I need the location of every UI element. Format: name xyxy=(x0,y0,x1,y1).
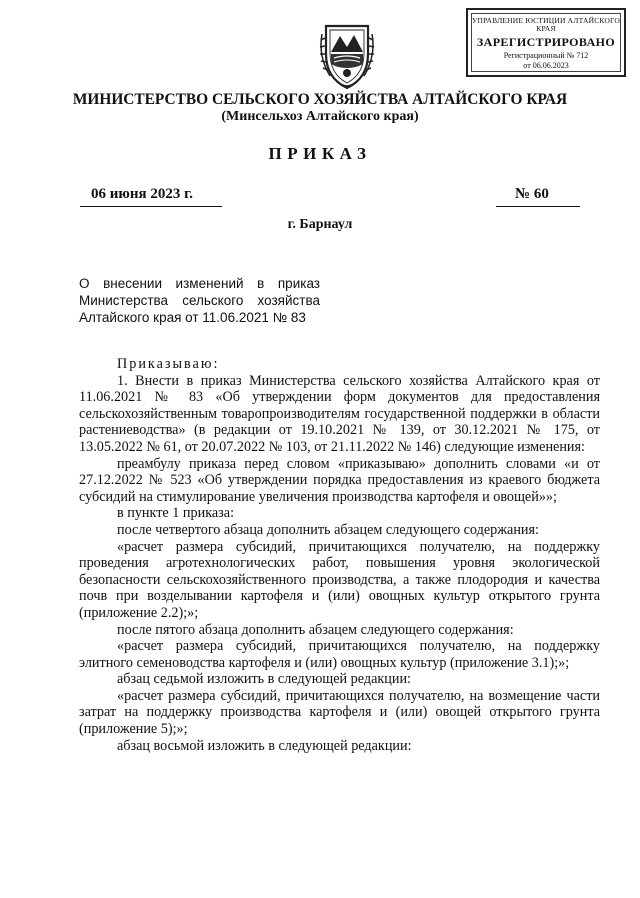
document-body xyxy=(79,356,600,754)
stamp-registration-number: Регистрационный № 712 xyxy=(503,51,589,60)
body-paragraph: в пункте 1 приказа: xyxy=(117,505,235,522)
body-paragraph: «расчет размера субсидий, причитающихся получателю, на возмещение части затрат на поддержку производства картофеля и (или) овощей открытого грунта (приложение 5);»; xyxy=(79,687,600,738)
document-number: № 60 xyxy=(515,186,549,202)
body-paragraph: «расчет размера субсидий, причитающихся получателю, на поддержку проведения агротехнологических работ, повышения уровня экологической безопасности сельскохозяйственного производства, а также плодородия и качества почв при возделывании картофеля и (или) овощных культур открытого грунта (приложение 2.2);»; xyxy=(79,538,600,621)
stamp-status: ЗАРЕГИСТРИРОВАНО xyxy=(476,35,616,49)
ministry-short-name: (Минсельхоз Алтайского края) xyxy=(221,109,419,124)
body-paragraph: преамбулу приказа перед словом «приказываю» дополнить словами «и от 27.12.2022 № 523 «Об утверждении порядка предоставления из краевого бюджета субсидий на стимулирование увеличения производства картофеля и овощей»»; xyxy=(79,455,600,505)
subject-line: Алтайского края от 11.06.2021 № 83 xyxy=(79,310,306,325)
document-subject xyxy=(79,275,320,326)
ministry-name: МИНИСТЕРСТВО СЕЛЬСКОГО ХОЗЯЙСТВА АЛТАЙСКОГО КРАЯ xyxy=(72,91,568,108)
body-paragraph: абзац восьмой изложить в следующей редакции: xyxy=(117,737,412,754)
document-type: ПРИКАЗ xyxy=(268,144,372,163)
body-paragraph: 1. Внести в приказ Министерства сельского хозяйства Алтайского края от 11.06.2021 № 83 «Об утверждении форм документов для предоставления сельскохозяйственным товаропроизводителям государственной поддержки в области растениеводства» (в редакции от 19.10.2021 № 139, от 30.12.2021 № 175, от 13.05.2022 № 61, от 20.07.2022 № 103, от 21.11.2022 № 146) следующие изменения: xyxy=(79,372,600,455)
subject-line: О внесении изменений в приказ xyxy=(79,276,320,291)
body-paragraph: после пятого абзаца дополнить абзацем следующего содержания: xyxy=(117,621,514,638)
body-paragraph: абзац седьмой изложить в следующей редакции: xyxy=(117,671,412,688)
body-paragraph: «расчет размера субсидий, причитающихся получателю, на поддержку элитного семеноводства картофеля и (или) овощных культур (приложение 3.1);»; xyxy=(79,638,600,671)
registration-stamp-frame xyxy=(471,13,621,72)
coat-of-arms-icon xyxy=(316,20,378,92)
registration-stamp xyxy=(466,8,626,77)
document-city: г. Барнаул xyxy=(287,217,353,232)
body-paragraph: после четвертого абзаца дополнить абзацем следующего содержания: xyxy=(117,521,539,538)
stamp-registration-date: от 06.06.2023 xyxy=(523,61,569,70)
order-lead-word: Приказываю: xyxy=(117,356,220,372)
subject-line: Министерства сельского хозяйства xyxy=(79,293,320,308)
document-date: 06 июня 2023 г. xyxy=(91,186,193,202)
stamp-organization: УПРАВЛЕНИЕ ЮСТИЦИИ АЛТАЙСКОГО КРАЯ xyxy=(472,16,621,33)
